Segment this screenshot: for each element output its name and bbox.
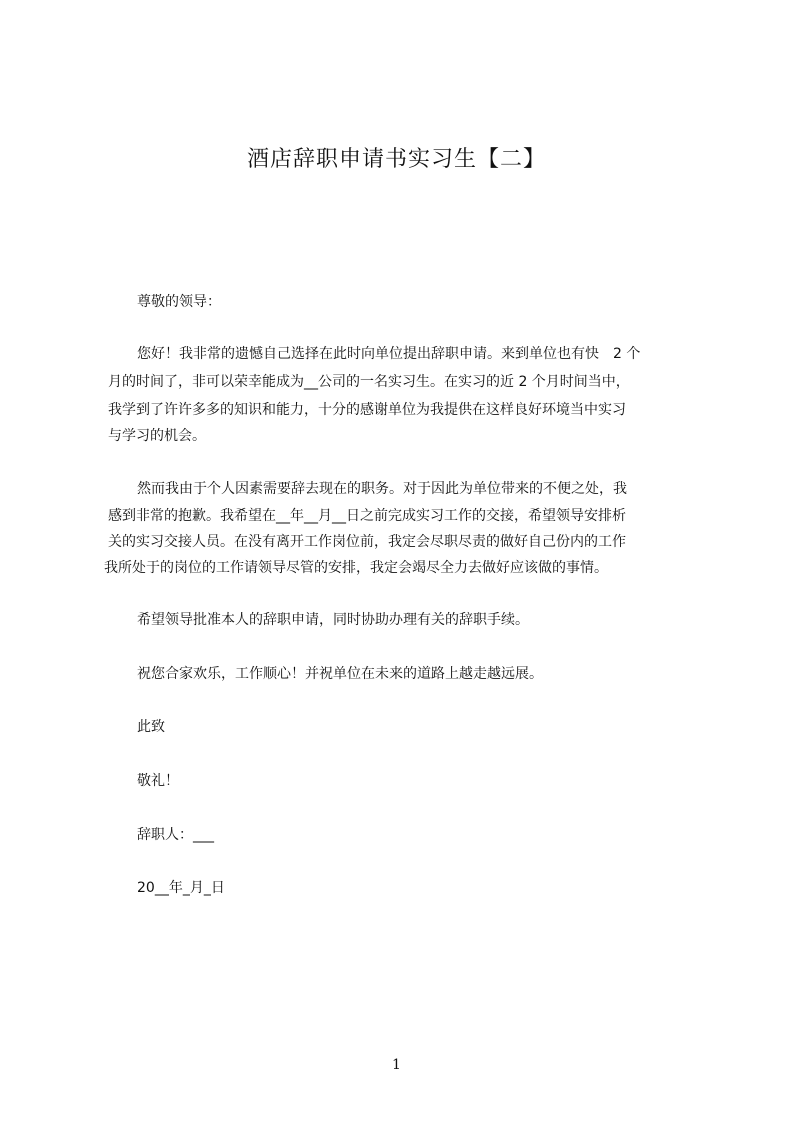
paragraph1-line3: 我学到了许许多多的知识和能力，十分的感谢单位为我提供在这样良好环境当中实习 (108, 402, 626, 418)
paragraph3: 希望领导批准本人的辞职申请，同时协助办理有关的辞职手续。 (137, 612, 529, 628)
paragraph2-line3: 关的实习交接人员。在没有离开工作岗位前，我定会尽职尽责的做好自己份内的工作 (108, 534, 626, 550)
closing-line1: 此致 (137, 719, 165, 735)
paragraph1-line2: 月的时间了，非可以荣幸能成为__公司的一名实习生。在实习的近 2 个月时间当中， (108, 374, 630, 390)
page-number: 1 (392, 1057, 401, 1073)
closing-line2: 敬礼！ (137, 773, 179, 789)
salutation: 尊敬的领导： (137, 294, 221, 310)
paragraph1-line1: 您好！我非常的遗憾自己选择在此时向单位提出辞职申请。来到单位也有快 2 个 (137, 346, 641, 362)
signature-line: 辞职人：___ (137, 827, 214, 843)
paragraph2-line1: 然而我由于个人因素需要辞去现在的职务。对于因此为单位带来的不便之处，我 (137, 481, 627, 497)
paragraph2-line4: 我所处于的岗位的工作请领导尽管的安排，我定会竭尽全力去做好应该做的事情。 (104, 560, 608, 576)
paragraph2-line2: 感到非常的抱歉。我希望在__年__月__日之前完成实习工作的交接，希望领导安排析 (108, 508, 626, 524)
document-title: 酒店辞职申请书实习生【二】 (246, 147, 546, 172)
paragraph1-line4: 与学习的机会。 (108, 428, 206, 444)
date-line: 20__年_月_日 (137, 880, 225, 896)
paragraph4: 祝您合家欢乐，工作顺心！并祝单位在未来的道路上越走越远展。 (137, 666, 543, 682)
